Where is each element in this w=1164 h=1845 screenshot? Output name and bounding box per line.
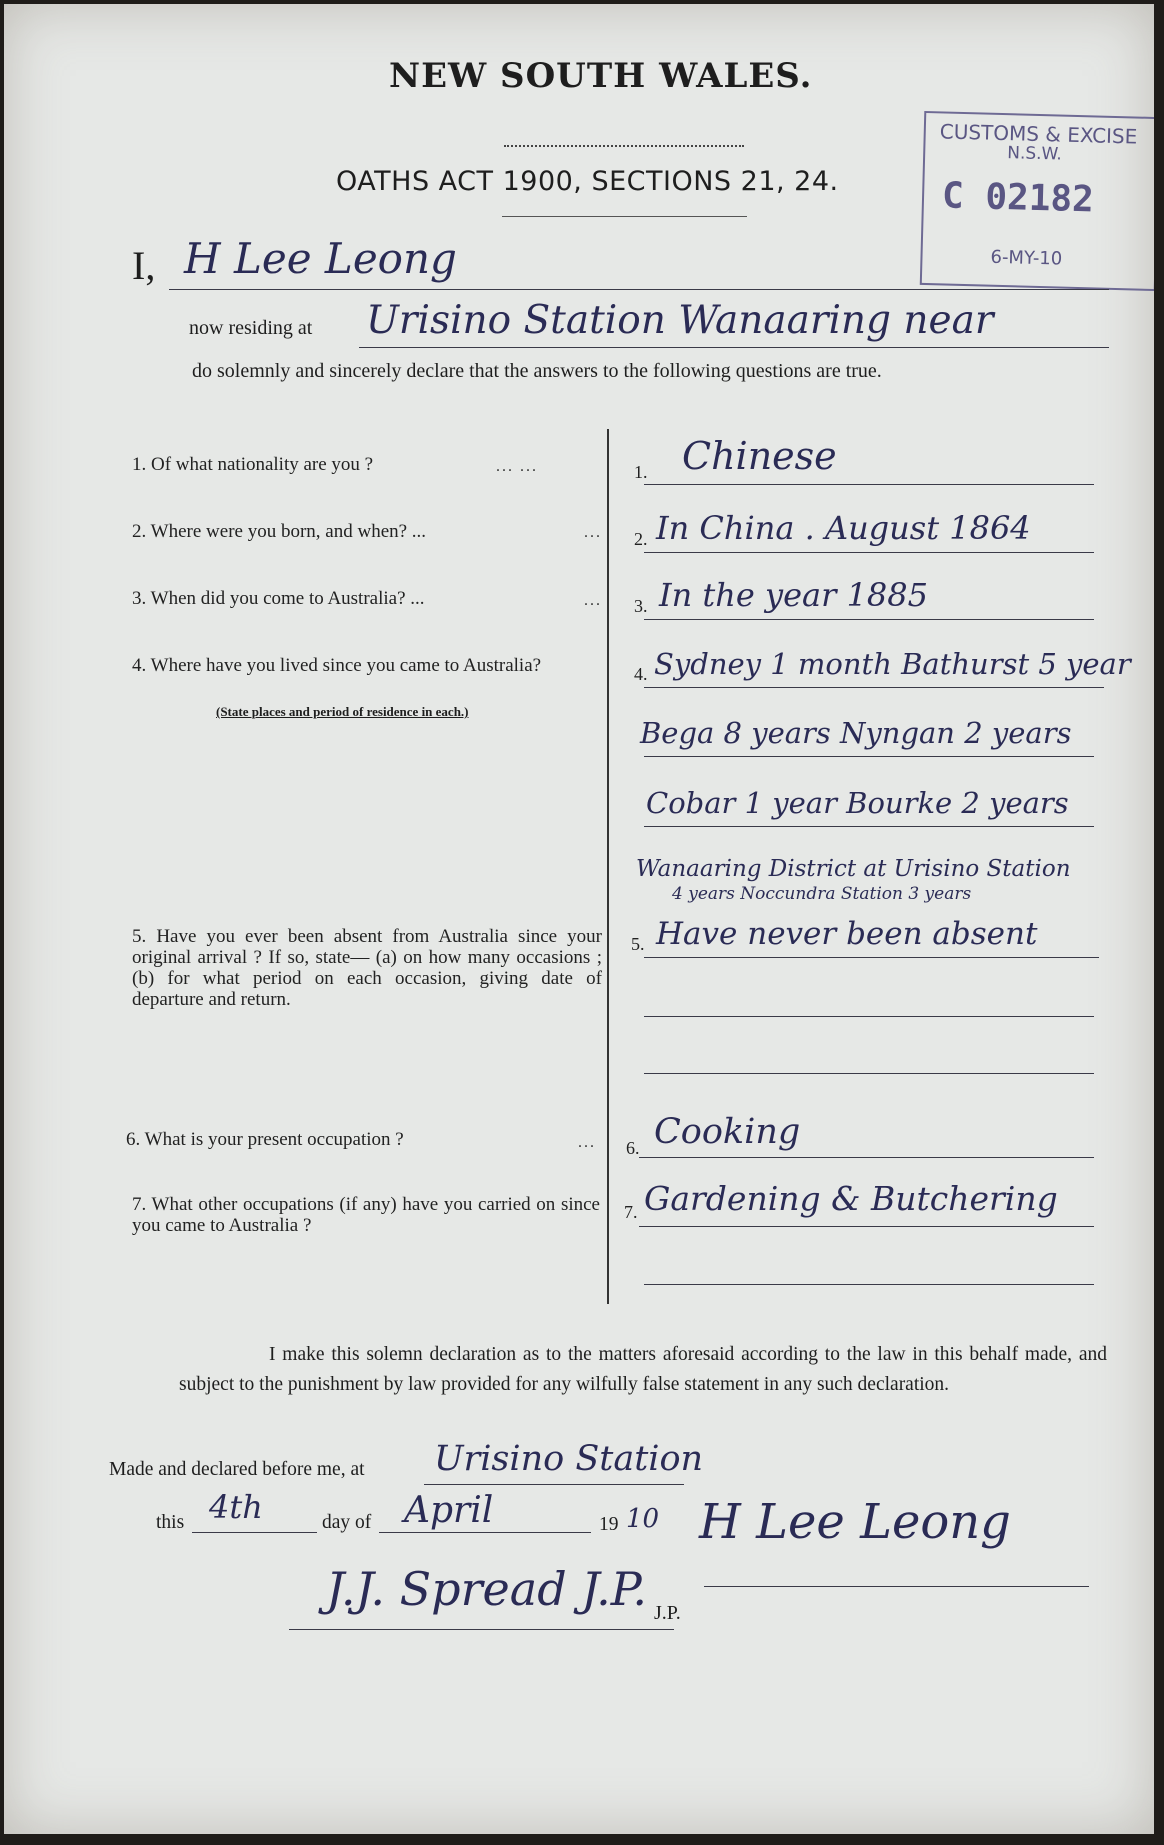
question-6-text: What is your present occupation ? [144, 1129, 404, 1150]
question-2-dots: ... [584, 524, 602, 541]
answer-6-line [639, 1157, 1094, 1158]
customs-stamp [920, 111, 1154, 291]
answer-6: Cooking [654, 1112, 801, 1152]
jp-signature: J.J. Spread J.P. [326, 1562, 648, 1616]
made-before-place: Urisino Station [434, 1439, 704, 1479]
question-3-num: 3. [132, 588, 147, 609]
question-7-num: 7. [132, 1194, 147, 1215]
declarant-signature: H Lee Leong [699, 1494, 1011, 1550]
column-divider [607, 429, 609, 1304]
answer-2: In China . August 1864 [656, 509, 1031, 547]
question-3-text: When did you come to Australia? ... [150, 588, 425, 609]
stamp-number: C 02182 [941, 175, 1095, 221]
declarant-prefix: I, [132, 243, 156, 288]
answer-4-line [644, 687, 1104, 688]
question-5 [132, 926, 602, 1010]
answer-2-line [644, 552, 1094, 553]
year-prefix: 19 [599, 1514, 619, 1535]
answer-7-line [639, 1226, 1094, 1227]
jp-label: J.P. [654, 1602, 681, 1624]
answer-6-num: 6. [626, 1138, 640, 1158]
answer-4: Sydney 1 month Bathurst 5 year [654, 647, 1131, 681]
answer-4-line4: Wanaaring District at Urisino Station [636, 856, 1071, 882]
question-2-num: 2. [132, 521, 147, 542]
question-7-text: What other occupations (if any) have you carried on since you came to Australia ? [132, 1194, 600, 1236]
answer-4-line2: Bega 8 years Nyngan 2 years [640, 716, 1072, 750]
residence-line [359, 347, 1109, 348]
declaration-day: 4th [209, 1488, 263, 1526]
answer-7-line2 [644, 1284, 1094, 1285]
form-subtitle: OATHS ACT 1900, SECTIONS 21, 24. [336, 166, 839, 197]
answer-7-num: 7. [624, 1202, 638, 1222]
question-3-dots: ... [584, 592, 602, 609]
question-5-text: Have you ever been absent from Australia since your original arrival ? If so, state— (a) on how many occasions ; (b) for what period on each occasion, giving date of departure and return. [132, 926, 602, 1010]
answer-4-line5: 4 years Noccundra Station 3 years [672, 884, 972, 904]
year-suffix: 10 [626, 1504, 660, 1534]
answer-3-line [644, 619, 1094, 620]
answer-2-num: 2. [634, 529, 648, 549]
stamp-line1: CUSTOMS & EXCISE [939, 119, 1138, 149]
stamp-date: 6-MY-10 [990, 246, 1063, 270]
name-line [169, 289, 1109, 290]
question-7 [132, 1194, 600, 1236]
question-3 [132, 588, 612, 609]
answer-5: Have never been absent [656, 916, 1038, 952]
answer-4-line3-rule [644, 826, 1094, 827]
jp-signature-line [289, 1629, 674, 1630]
signature-line [704, 1586, 1089, 1587]
made-before-label: Made and declared before me, at [109, 1459, 365, 1480]
answer-1-num: 1. [634, 462, 648, 482]
declaration-form-page [4, 4, 1154, 1834]
question-4-num: 4. [132, 655, 147, 676]
answer-5-num: 5. [631, 934, 645, 954]
declaration-text: I make this solemn declaration as to the matters aforesaid according to the law in this behalf made, and subject to the punishment by law provided for any wilfully false statement in any such declaration. [179, 1344, 1107, 1395]
place-line [424, 1484, 684, 1485]
stamp-line2: N.S.W. [1006, 143, 1063, 165]
question-2 [132, 521, 612, 542]
question-6-dots: ... [578, 1134, 596, 1151]
question-2-text: Where were you born, and when? ... [150, 521, 427, 542]
answer-3-num: 3. [634, 596, 648, 616]
question-6 [126, 1129, 606, 1150]
declarant-name: H Lee Leong [184, 234, 457, 283]
question-1-dots: ... ... [496, 458, 538, 475]
answer-5-line [644, 957, 1099, 958]
residence: Urisino Station Wanaaring near [366, 298, 994, 343]
subtitle-ornament [502, 216, 747, 217]
declare-text: do solemnly and sincerely declare that the answers to the following questions are true. [192, 360, 882, 382]
residing-label: now residing at [189, 317, 313, 339]
question-5-num: 5. [132, 926, 147, 947]
title-ornament [504, 145, 744, 147]
day-of-label: day of [322, 1512, 372, 1533]
answer-1: Chinese [682, 434, 837, 478]
question-1 [132, 454, 612, 475]
answer-4-line3: Cobar 1 year Bourke 2 years [646, 786, 1069, 820]
answer-1-line [644, 484, 1094, 485]
question-6-num: 6. [126, 1129, 141, 1150]
answer-4-line2-rule [644, 756, 1094, 757]
form-title: NEW SOUTH WALES. [389, 56, 813, 96]
answer-5-line3 [644, 1073, 1094, 1074]
day-line [192, 1532, 317, 1533]
answer-5-line2 [644, 1016, 1094, 1017]
answer-3: In the year 1885 [659, 576, 928, 614]
question-4 [132, 655, 610, 676]
answer-7: Gardening & Butchering [644, 1179, 1058, 1218]
declaration-month: April [404, 1490, 494, 1531]
this-label: this [156, 1512, 185, 1533]
question-1-text: Of what nationality are you ? [151, 454, 374, 475]
question-1-num: 1. [132, 454, 147, 475]
question-4-note: (State places and period of residence in each.) [216, 704, 469, 719]
question-4-text: Where have you lived since you came to Australia? [150, 655, 542, 676]
month-line [379, 1532, 591, 1533]
answer-4-num: 4. [634, 664, 648, 684]
